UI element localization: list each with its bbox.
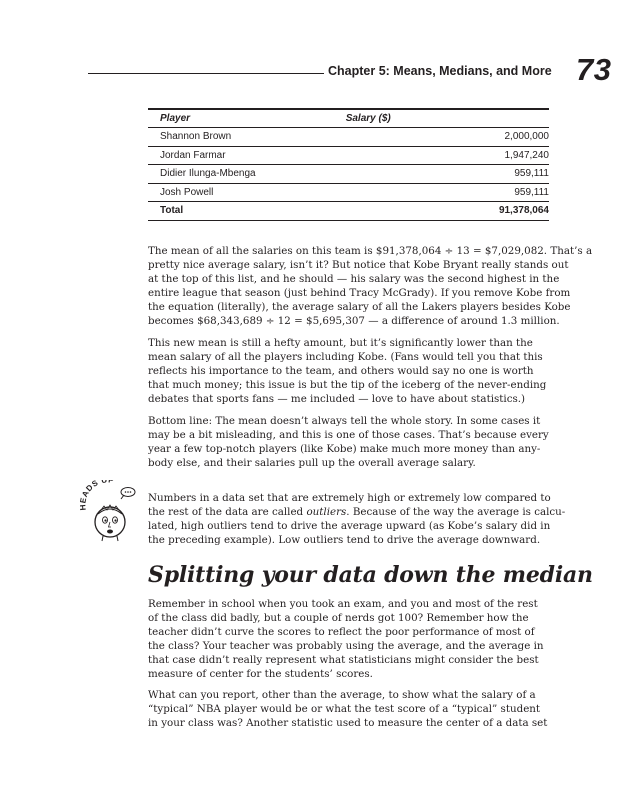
table-row bbox=[148, 184, 549, 202]
table-row bbox=[148, 165, 549, 183]
text-line: Bottom line: The mean doesn’t always tell the whole story. In some cases it bbox=[148, 415, 541, 427]
heads-up-icon bbox=[80, 480, 140, 542]
text-line bbox=[148, 505, 566, 519]
paragraph-exam bbox=[148, 597, 556, 681]
player-salary: 1,947,240 bbox=[504, 149, 549, 161]
table-row bbox=[148, 128, 549, 146]
text-line: Remember in school when you took an exam, and you and most of the rest bbox=[148, 598, 538, 610]
text-line: may be a bit misleading, and this is one of those cases. That’s because every bbox=[148, 429, 549, 441]
text-line: the class? Your teacher was probably using the average, and the average in bbox=[148, 640, 544, 652]
text-line: “typical” NBA player would be or what the test score of a “typical” student bbox=[148, 703, 541, 715]
text-line: lated, high outliers tend to drive the average upward (as Kobe’s salary did in bbox=[148, 520, 551, 532]
text-segment: the rest of the data are called bbox=[148, 506, 307, 518]
table-header-row bbox=[148, 110, 549, 127]
text-line: debates that sports fans — me included — love to have about statistics.) bbox=[148, 393, 526, 405]
total-label: Total bbox=[160, 205, 184, 217]
total-salary: 91,378,064 bbox=[498, 205, 549, 217]
table-bottom-rule bbox=[148, 220, 549, 221]
text-line: reflects his importance to the team, and others would say no one is worth bbox=[148, 365, 534, 377]
text-line: What can you report, other than the average, to show what the salary of a bbox=[148, 689, 536, 701]
text-line: year a few top-notch players (like Kobe) make much more money than any- bbox=[148, 443, 541, 455]
player-name: Josh Powell bbox=[160, 186, 214, 198]
text-line: that much money; this issue is but the tip of the iceberg of the never-ending bbox=[148, 379, 547, 391]
player-name: Jordan Farmar bbox=[160, 149, 226, 161]
paragraph-bottom-line bbox=[148, 414, 556, 470]
heads-up-label: ADS UP bbox=[80, 480, 115, 499]
column-header-player: Player bbox=[160, 113, 191, 124]
section-heading: Splitting your data down the median bbox=[148, 562, 593, 588]
text-line: Numbers in a data set that are extremely high or extremely low compared to bbox=[148, 492, 551, 504]
player-salary: 959,111 bbox=[514, 186, 549, 198]
player-name: Didier Ilunga-Mbenga bbox=[160, 168, 256, 180]
table-total-row bbox=[148, 202, 549, 220]
text-line: that case didn’t really represent what statisticians might consider the best bbox=[148, 654, 539, 666]
column-header-salary: Salary ($) bbox=[345, 113, 391, 124]
paragraph-new-mean bbox=[148, 336, 556, 406]
paragraph-outliers bbox=[148, 491, 566, 547]
text-line: This new mean is still a hefty amount, but it’s significantly lower than the bbox=[148, 337, 533, 349]
paragraph-mean-salaries bbox=[148, 244, 593, 328]
term-outliers: outliers bbox=[306, 506, 347, 518]
header-rule bbox=[88, 73, 324, 74]
page-number: 73 bbox=[576, 52, 612, 87]
text-line: entire league that season (just behind Tracy McGrady). If you remove Kobe from bbox=[148, 287, 571, 299]
chapter-title: Chapter 5: Means, Medians, and More bbox=[328, 64, 552, 78]
text-line: the equation (literally), the average salary of all the Lakers players besides Kobe bbox=[148, 301, 571, 313]
text-segment: . Because of the way the average is calcu- bbox=[346, 506, 566, 518]
text-line: teacher didn’t curve the scores to reflect the poor performance of most of bbox=[148, 626, 535, 638]
paragraph-typical bbox=[148, 688, 556, 730]
text-line: The mean of all the salaries on this team is $91,378,064 ÷ 13 = $7,029,082. That’s a bbox=[148, 245, 593, 257]
text-line: in your class was? Another statistic used to measure the center of a data set bbox=[148, 717, 548, 729]
text-line: the preceding example). Low outliers tend to drive the average downward. bbox=[148, 534, 541, 546]
text-line: of the class did badly, but a couple of nerds got 100? Remember how the bbox=[148, 612, 529, 624]
player-salary: 2,000,000 bbox=[504, 131, 549, 143]
text-line: becomes $68,343,689 ÷ 12 = $5,695,307 — a difference of around 1.3 million. bbox=[148, 315, 560, 327]
salary-table bbox=[148, 108, 549, 221]
text-line: pretty nice average salary, isn’t it? But notice that Kobe Bryant really stands out bbox=[148, 259, 569, 271]
text-line: body else, and their salaries pull up the overall average salary. bbox=[148, 457, 476, 469]
text-line: mean salary of all the players including Kobe. (Fans would tell you that this bbox=[148, 351, 543, 363]
player-salary: 959,111 bbox=[514, 168, 549, 180]
table-row bbox=[148, 147, 549, 165]
text-line: measure of center for the students’ scores. bbox=[148, 668, 373, 680]
player-name: Shannon Brown bbox=[160, 131, 232, 143]
text-line: at the top of this list, and he should — his salary was the second highest in the bbox=[148, 273, 560, 285]
